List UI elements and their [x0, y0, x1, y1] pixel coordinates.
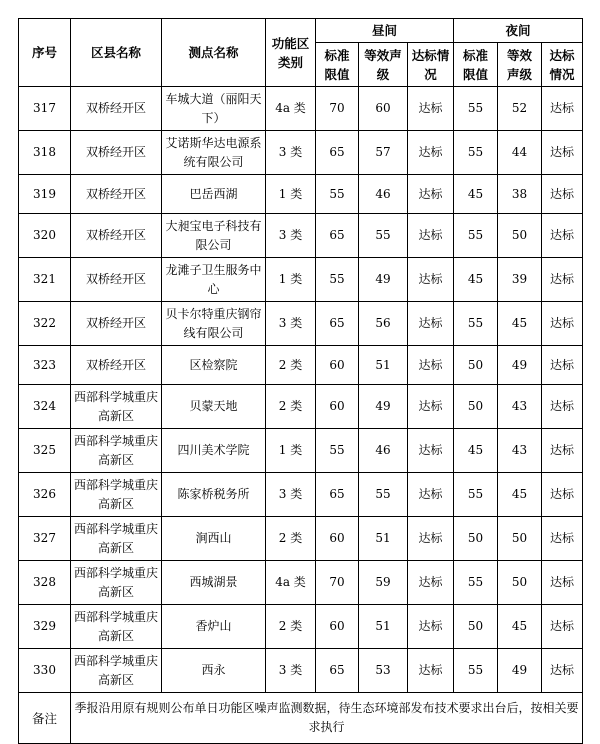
row-night-level: 49	[498, 649, 542, 693]
row-day-status: 达标	[408, 258, 454, 302]
row-district: 双桥经开区	[71, 214, 162, 258]
row-night-limit: 45	[454, 258, 498, 302]
row-night-level: 45	[498, 605, 542, 649]
table-row	[19, 429, 583, 473]
row-night-status: 达标	[542, 605, 583, 649]
row-district: 双桥经开区	[71, 346, 162, 385]
row-day-limit: 55	[316, 175, 359, 214]
row-night-status: 达标	[542, 175, 583, 214]
row-night-level: 38	[498, 175, 542, 214]
row-night-level: 50	[498, 561, 542, 605]
table-row	[19, 302, 583, 346]
row-day-level: 51	[359, 517, 408, 561]
row-night-level: 45	[498, 473, 542, 517]
row-day-limit: 60	[316, 385, 359, 429]
row-day-status: 达标	[408, 131, 454, 175]
row-site: 香炉山	[162, 605, 266, 649]
row-day-limit: 60	[316, 517, 359, 561]
header-seq: 序号	[19, 19, 71, 87]
row-day-limit: 60	[316, 605, 359, 649]
row-district: 双桥经开区	[71, 87, 162, 131]
row-day-status: 达标	[408, 605, 454, 649]
row-night-level: 50	[498, 214, 542, 258]
row-night-limit: 45	[454, 175, 498, 214]
note-text: 季报沿用原有规则公布单日功能区噪声监测数据，待生态环境部发布技术要求出台后，按相关要求执行	[71, 693, 583, 744]
row-site: 车城大道（丽阳天下）	[162, 87, 266, 131]
row-day-level: 51	[359, 605, 408, 649]
row-function-class: 3 类	[266, 302, 316, 346]
row-night-limit: 55	[454, 302, 498, 346]
row-site: 涧西山	[162, 517, 266, 561]
row-site: 贝卡尔特重庆钢帘线有限公司	[162, 302, 266, 346]
row-night-level: 39	[498, 258, 542, 302]
row-seq: 319	[19, 175, 71, 214]
row-seq: 322	[19, 302, 71, 346]
row-night-status: 达标	[542, 258, 583, 302]
table-row	[19, 175, 583, 214]
row-seq: 325	[19, 429, 71, 473]
row-site: 区检察院	[162, 346, 266, 385]
row-day-limit: 55	[316, 258, 359, 302]
row-day-level: 60	[359, 87, 408, 131]
row-function-class: 2 类	[266, 346, 316, 385]
table-body	[19, 87, 583, 693]
note-row	[19, 693, 583, 744]
row-day-limit: 65	[316, 649, 359, 693]
row-district: 双桥经开区	[71, 131, 162, 175]
row-day-limit: 65	[316, 131, 359, 175]
row-site: 大昶宝电子科技有限公司	[162, 214, 266, 258]
row-district: 西部科学城重庆高新区	[71, 473, 162, 517]
row-day-limit: 70	[316, 561, 359, 605]
row-site: 西城湖景	[162, 561, 266, 605]
row-seq: 328	[19, 561, 71, 605]
row-day-status: 达标	[408, 87, 454, 131]
row-night-limit: 45	[454, 429, 498, 473]
table-row	[19, 214, 583, 258]
table-row	[19, 258, 583, 302]
row-day-status: 达标	[408, 175, 454, 214]
row-night-level: 49	[498, 346, 542, 385]
row-seq: 321	[19, 258, 71, 302]
row-day-level: 51	[359, 346, 408, 385]
row-night-status: 达标	[542, 517, 583, 561]
row-day-level: 49	[359, 385, 408, 429]
table-row	[19, 517, 583, 561]
row-day-limit: 65	[316, 214, 359, 258]
row-day-level: 55	[359, 473, 408, 517]
row-day-level: 46	[359, 175, 408, 214]
header-night-limit: 标准限值	[454, 43, 498, 87]
row-seq: 317	[19, 87, 71, 131]
row-site: 西永	[162, 649, 266, 693]
row-day-level: 55	[359, 214, 408, 258]
row-day-level: 46	[359, 429, 408, 473]
table-row	[19, 346, 583, 385]
header-night-status: 达标情况	[542, 43, 583, 87]
row-night-status: 达标	[542, 131, 583, 175]
row-night-status: 达标	[542, 346, 583, 385]
row-day-status: 达标	[408, 473, 454, 517]
row-seq: 330	[19, 649, 71, 693]
row-night-limit: 55	[454, 87, 498, 131]
row-night-limit: 55	[454, 649, 498, 693]
row-district: 西部科学城重庆高新区	[71, 429, 162, 473]
row-function-class: 2 类	[266, 605, 316, 649]
row-district: 西部科学城重庆高新区	[71, 605, 162, 649]
row-district: 西部科学城重庆高新区	[71, 385, 162, 429]
row-function-class: 4a 类	[266, 87, 316, 131]
header-day-status: 达标情况	[408, 43, 454, 87]
table-row	[19, 131, 583, 175]
header-nighttime: 夜间	[454, 19, 583, 43]
row-day-status: 达标	[408, 385, 454, 429]
row-day-status: 达标	[408, 302, 454, 346]
header-function-class: 功能区类别	[266, 19, 316, 87]
row-seq: 324	[19, 385, 71, 429]
row-night-limit: 55	[454, 561, 498, 605]
noise-monitoring-table	[18, 18, 583, 744]
row-night-status: 达标	[542, 87, 583, 131]
row-function-class: 1 类	[266, 175, 316, 214]
row-district: 西部科学城重庆高新区	[71, 517, 162, 561]
row-night-status: 达标	[542, 429, 583, 473]
row-function-class: 3 类	[266, 214, 316, 258]
row-day-status: 达标	[408, 649, 454, 693]
row-day-level: 53	[359, 649, 408, 693]
row-seq: 320	[19, 214, 71, 258]
row-night-limit: 50	[454, 517, 498, 561]
row-site: 陈家桥税务所	[162, 473, 266, 517]
table-row	[19, 87, 583, 131]
row-night-status: 达标	[542, 649, 583, 693]
row-seq: 318	[19, 131, 71, 175]
row-function-class: 4a 类	[266, 561, 316, 605]
row-seq: 329	[19, 605, 71, 649]
row-site: 巴岳西湖	[162, 175, 266, 214]
row-day-status: 达标	[408, 429, 454, 473]
row-day-limit: 60	[316, 346, 359, 385]
row-night-level: 44	[498, 131, 542, 175]
row-day-level: 59	[359, 561, 408, 605]
row-function-class: 2 类	[266, 385, 316, 429]
row-day-limit: 65	[316, 302, 359, 346]
table-row	[19, 605, 583, 649]
row-day-limit: 65	[316, 473, 359, 517]
row-night-status: 达标	[542, 385, 583, 429]
row-function-class: 1 类	[266, 258, 316, 302]
header-district: 区县名称	[71, 19, 162, 87]
row-night-level: 43	[498, 429, 542, 473]
row-day-level: 56	[359, 302, 408, 346]
row-night-level: 52	[498, 87, 542, 131]
row-day-level: 57	[359, 131, 408, 175]
row-seq: 323	[19, 346, 71, 385]
header-row-1	[19, 19, 583, 43]
row-day-limit: 55	[316, 429, 359, 473]
row-seq: 327	[19, 517, 71, 561]
header-night-level: 等效声级	[498, 43, 542, 87]
row-night-status: 达标	[542, 302, 583, 346]
row-district: 西部科学城重庆高新区	[71, 561, 162, 605]
table-row	[19, 649, 583, 693]
row-function-class: 3 类	[266, 473, 316, 517]
row-night-status: 达标	[542, 473, 583, 517]
row-site: 龙滩子卫生服务中心	[162, 258, 266, 302]
row-district: 双桥经开区	[71, 302, 162, 346]
row-seq: 326	[19, 473, 71, 517]
row-district: 双桥经开区	[71, 175, 162, 214]
row-night-limit: 55	[454, 131, 498, 175]
row-night-status: 达标	[542, 214, 583, 258]
row-district: 双桥经开区	[71, 258, 162, 302]
table-row	[19, 561, 583, 605]
row-day-status: 达标	[408, 517, 454, 561]
row-site: 四川美术学院	[162, 429, 266, 473]
row-night-limit: 50	[454, 605, 498, 649]
row-site: 艾诺斯华达电源系统有限公司	[162, 131, 266, 175]
row-day-limit: 70	[316, 87, 359, 131]
row-night-limit: 50	[454, 385, 498, 429]
row-site: 贝蒙天地	[162, 385, 266, 429]
table-row	[19, 385, 583, 429]
row-day-status: 达标	[408, 561, 454, 605]
header-day-limit: 标准限值	[316, 43, 359, 87]
header-site: 测点名称	[162, 19, 266, 87]
row-night-level: 45	[498, 302, 542, 346]
row-night-limit: 55	[454, 473, 498, 517]
row-function-class: 3 类	[266, 649, 316, 693]
note-label: 备注	[19, 693, 71, 744]
row-day-level: 49	[359, 258, 408, 302]
header-day-level: 等效声级	[359, 43, 408, 87]
row-district: 西部科学城重庆高新区	[71, 649, 162, 693]
row-day-status: 达标	[408, 214, 454, 258]
row-night-limit: 50	[454, 346, 498, 385]
table-row	[19, 473, 583, 517]
row-night-limit: 55	[454, 214, 498, 258]
row-night-level: 50	[498, 517, 542, 561]
header-daytime: 昼间	[316, 19, 454, 43]
row-function-class: 3 类	[266, 131, 316, 175]
row-night-level: 43	[498, 385, 542, 429]
row-day-status: 达标	[408, 346, 454, 385]
row-function-class: 2 类	[266, 517, 316, 561]
row-function-class: 1 类	[266, 429, 316, 473]
row-night-status: 达标	[542, 561, 583, 605]
